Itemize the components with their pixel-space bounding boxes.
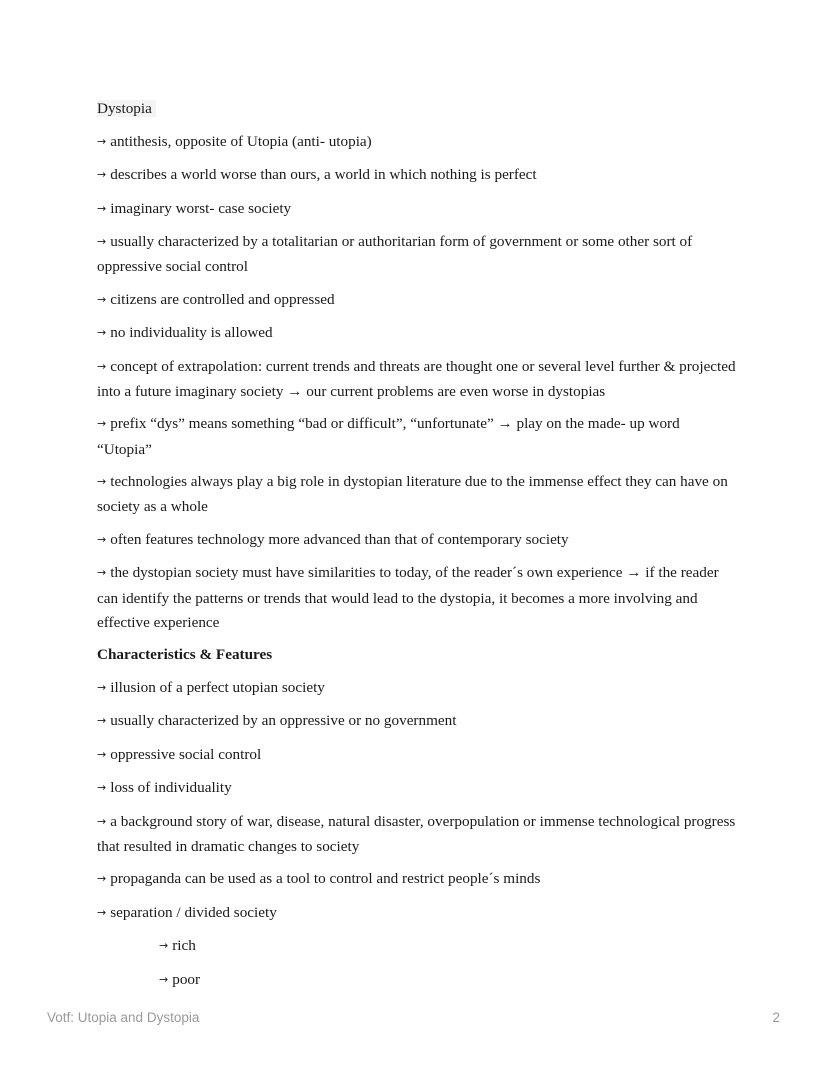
footer-title: Votf: Utopia and Dystopia <box>47 1010 200 1025</box>
arrow-icon: → <box>97 235 107 248</box>
list-item-text: separation / divided society <box>110 903 277 921</box>
list-item <box>97 355 737 404</box>
list-item-text: oppressive social control <box>110 745 262 763</box>
list-item <box>97 676 737 701</box>
list-item-text: describes a world worse than ours, a world in which nothing is perfect <box>110 166 537 183</box>
arrow-icon: → <box>97 905 107 919</box>
arrow-icon: → <box>159 939 169 953</box>
arrow-icon: → <box>97 168 107 181</box>
list-item <box>97 288 737 313</box>
list-item-text: usually characterized by an oppressive or no government <box>110 712 457 730</box>
list-item <box>97 163 737 188</box>
sub-list <box>97 934 737 993</box>
characteristics-list <box>97 676 737 926</box>
list-item <box>97 197 737 222</box>
sub-list-item <box>159 968 737 993</box>
list-item-text: propaganda can be used as a tool to control and restrict people´s minds <box>110 870 541 888</box>
sub-list-item <box>159 934 737 959</box>
arrow-icon: → <box>97 714 107 728</box>
list-item-text: the dystopian society must have similarities to today, of the reader´s own experience → if the reader can identify the patterns or trends that would lead to the dystopia, it becomes a more involving and effective experience <box>97 564 719 631</box>
page-number: 2 <box>772 1010 780 1025</box>
list-item <box>97 130 737 155</box>
list-item-text: antithesis, opposite of Utopia (anti- utopia) <box>110 132 372 150</box>
arrow-icon: → <box>97 201 107 215</box>
arrow-icon: → <box>97 747 107 761</box>
list-item <box>97 321 737 346</box>
arrow-icon: → <box>97 781 107 795</box>
list-item-text: a background story of war, disease, natural disaster, overpopulation or immense technological progress that resulted in dramatic changes to society <box>97 812 736 855</box>
list-item <box>97 776 737 801</box>
document-title: Dystopia <box>97 97 737 121</box>
list-item <box>97 743 737 768</box>
list-item <box>97 412 737 461</box>
list-item-text: poor <box>172 970 201 988</box>
list-item <box>97 561 737 635</box>
list-item-text: rich <box>172 937 196 955</box>
list-item-text: technologies always play a big role in dystopian literature due to the immense effect they can have on society as a whole <box>97 473 728 516</box>
arrow-icon: → <box>97 134 107 148</box>
arrow-icon: → <box>97 326 107 340</box>
list-item-text: citizens are controlled and oppressed <box>110 290 335 308</box>
list-item <box>97 810 737 859</box>
list-item-text: concept of extrapolation: current trends and threats are thought one or several level further & projected into a future imaginary society → our current problems are even worse in dystopias <box>97 357 736 400</box>
list-item <box>97 709 737 734</box>
arrow-icon: → <box>97 680 107 694</box>
arrow-icon: → <box>159 972 169 986</box>
document-body <box>97 97 737 1001</box>
list-item-text: illusion of a perfect utopian society <box>110 678 325 696</box>
arrow-icon: → <box>97 359 107 373</box>
arrow-icon: → <box>97 417 107 431</box>
list-item-text: prefix “dys” means something “bad or difficult”, “unfortunate” → play on the made- up word “Utopia” <box>97 415 680 458</box>
list-item <box>97 230 737 279</box>
definition-list <box>97 130 737 635</box>
list-item <box>97 867 737 892</box>
list-item <box>97 901 737 926</box>
arrow-icon: → <box>97 566 107 580</box>
arrow-icon: → <box>97 532 107 546</box>
list-item-text: often features technology more advanced than that of contemporary society <box>110 530 569 548</box>
list-item-text: usually characterized by a totalitarian or authoritarian form of government or some other sort of oppressive social control <box>97 233 693 276</box>
section-heading: Characteristics & Features <box>97 646 273 664</box>
arrow-icon: → <box>97 475 107 489</box>
list-item <box>97 528 737 553</box>
list-item-text: imaginary worst- case society <box>110 199 292 217</box>
arrow-icon: → <box>97 292 107 306</box>
list-item <box>97 470 737 519</box>
arrow-icon: → <box>97 872 107 886</box>
list-item-text: loss of individuality <box>110 779 232 797</box>
list-item-text: no individuality is allowed <box>110 324 273 342</box>
arrow-icon: → <box>97 814 107 828</box>
